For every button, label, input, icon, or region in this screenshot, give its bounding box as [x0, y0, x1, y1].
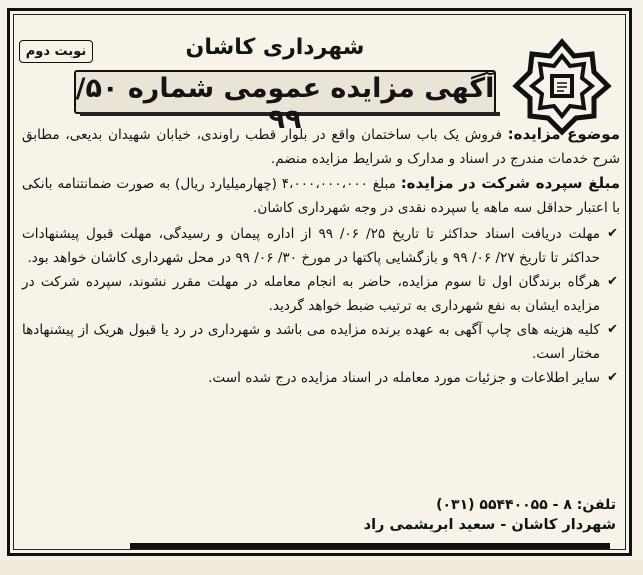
- deposit-label: مبلغ سپرده شرکت در مزایده:: [400, 174, 620, 192]
- subject-text: فروش یک باب ساختمان واقع در بلوار قطب راوندی، خیابان شهیدان بدیعی، مطابق شرح خدمات مندرج در اسناد و مدارک و شرایط مزایده منضم.: [22, 127, 620, 167]
- condition-text: سایر اطلاعات و جزئیات مورد معامله در اسناد مزایده درج شده است.: [208, 370, 600, 386]
- list-item: [22, 270, 620, 318]
- check-icon: ✔: [607, 226, 618, 241]
- conditions-list: [22, 222, 620, 390]
- check-icon: ✔: [607, 274, 618, 289]
- mayor-signature: شهردار کاشان - سعید ابریشمی راد: [363, 517, 616, 533]
- condition-text: مهلت دریافت اسناد حداکثر تا تاریخ ۲۵/ ۰۶/ ۹۹ از اداره پیمان و رسیدگی، مهلت قبول پیشنهادات حداکثر تا تاریخ ۲۷/ ۰۶/ ۹۹ و بازگشایی پاکتها در مورخ ۳۰/ ۰۶/ ۹۹ در محل شهرداری کاشان خواهد بود.: [22, 226, 600, 266]
- phone-number: تلفن: ۸ - ۵۵۴۴۰۰۵۵ (۰۳۱): [436, 497, 616, 513]
- list-item: [22, 318, 620, 366]
- subject-label: موضوع مزایده:: [507, 125, 620, 143]
- bottom-rule: [130, 543, 610, 549]
- page-strip: [0, 560, 643, 575]
- list-item: [22, 222, 620, 270]
- condition-text: کلیه هزینه های چاپ آگهی به عهده برنده مزایده می باشد و شهرداری در رد یا قبول هریک از پیشنهادها مختار است.: [22, 322, 600, 362]
- check-icon: ✔: [607, 370, 618, 385]
- advertisement-body: [22, 122, 620, 390]
- auction-title: آگهی مزایده عمومی شماره ۵۰/ ۹۹: [75, 73, 495, 135]
- edition-badge: نوبت دوم: [19, 40, 93, 63]
- municipality-name: شهرداری کاشان: [185, 35, 365, 60]
- deposit-paragraph: [22, 171, 620, 220]
- check-icon: ✔: [607, 322, 618, 337]
- condition-text: هرگاه برندگان اول تا سوم مزایده، حاضر به انجام معامله در مهلت مقرر نشوند، سپرده شرکت در مزایده ایشان به نفع شهرداری به ترتیب ضبط خواهد گردید.: [22, 274, 600, 314]
- municipality-emblem-icon: [512, 36, 612, 136]
- list-item: [22, 366, 620, 390]
- deposit-text: مبلغ ۴،۰۰۰،۰۰۰،۰۰۰ (چهارمیلیارد ریال) به صورت ضمانتنامه بانکی با اعتبار حداقل سه ماهه یا سپرده نقدی در وجه شهرداری کاشان.: [22, 176, 620, 216]
- subject-paragraph: [22, 122, 620, 171]
